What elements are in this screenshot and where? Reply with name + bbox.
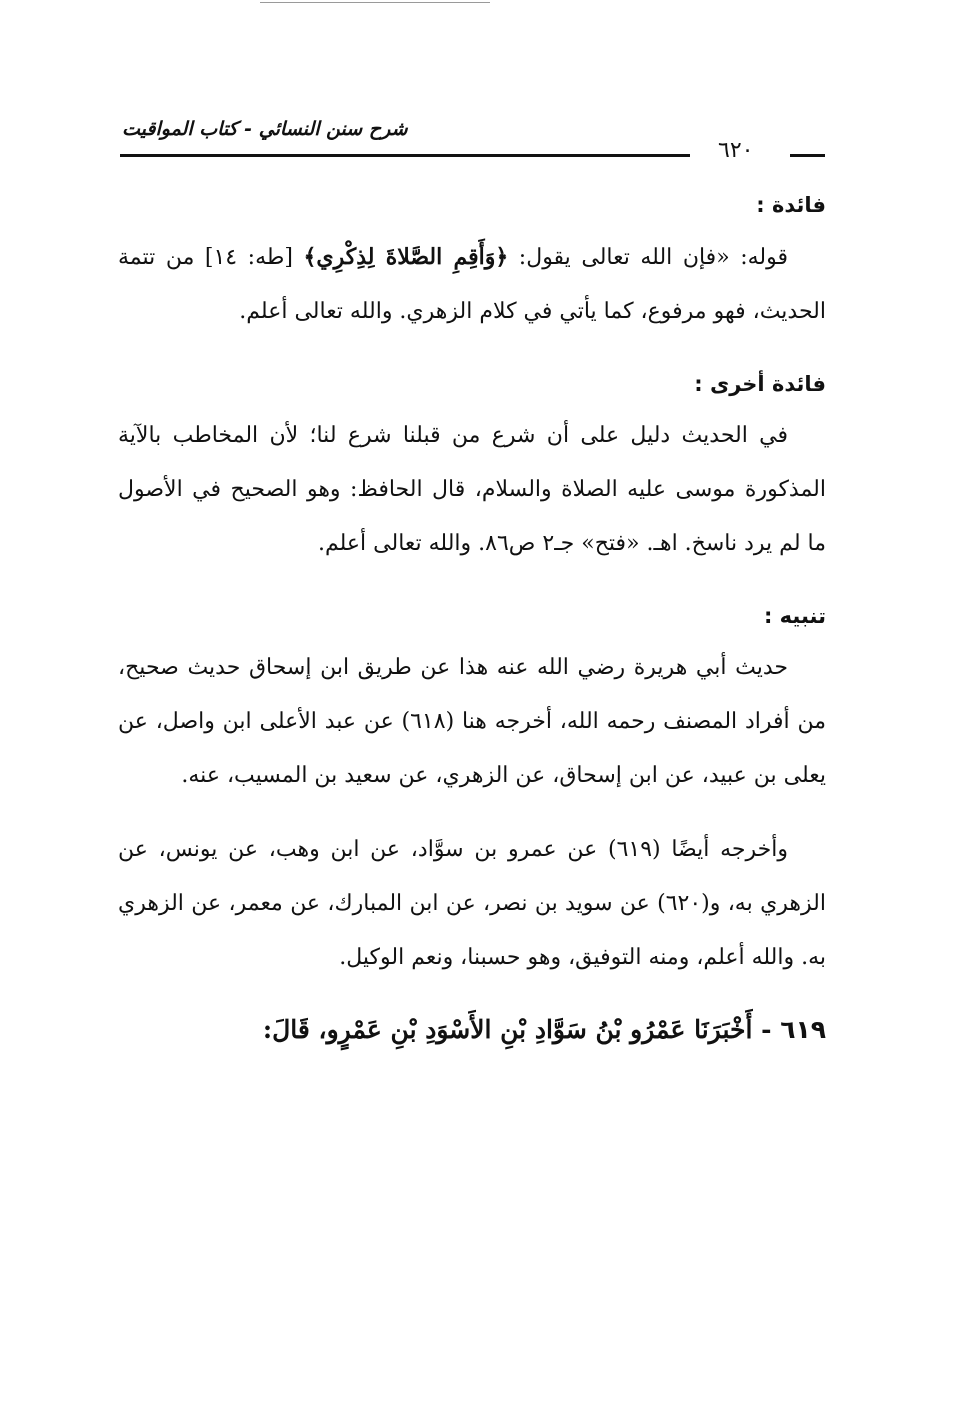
page-number: ٦٢٠: [718, 138, 754, 163]
page-header: [120, 118, 825, 163]
quran-verse: ﴿وَأَقِمِ الصَّلاةَ لِذِكْرِي﴾: [303, 244, 509, 270]
paragraph-faida-post: [طه: ١٤] من تتمة الحديث، فهو مرفوع، كما يأتي في كلام الزهري. والله تعالى أعلم.: [118, 245, 826, 324]
section-heading-faida-ukhra: فائدة أخرى :: [694, 372, 826, 396]
paragraph-faida: [118, 230, 826, 339]
hadith-number: ٦١٩: [780, 1015, 826, 1044]
running-title: شرح سنن النسائي - كتاب المواقيت: [122, 118, 408, 140]
page-number-dash: [790, 154, 825, 157]
section-heading-faida: فائدة :: [756, 193, 826, 217]
paragraph-faida-pre: قوله: «فإن الله تعالى يقول:: [508, 245, 788, 270]
paragraph-faida-ukhra: في الحديث دليل على أن شرع من قبلنا شرع لنا؛ لأن المخاطب بالآية المذكورة موسى عليه الصلاة والسلام، قال الحافظ: وهو الصحيح في الأصول ما لم يرد ناسخ. اهـ. «فتح» جـ٢ ص٨٦. والله تعالى أعلم.: [118, 423, 827, 556]
hadith-line: [118, 1003, 826, 1057]
section-heading-tanbih: تنبيه :: [763, 604, 826, 628]
hadith-text: أَخْبَرَنَا عَمْرُو بْنُ سَوَّادِ بْنِ الأَسْوَدِ بْنِ عَمْرٍو، قَالَ:: [262, 1015, 753, 1044]
top-scan-line: [260, 2, 490, 3]
paragraph-tanbih-1: حديث أبي هريرة رضي الله عنه هذا عن طريق ابن إسحاق حديث صحيح، من أفراد المصنف رحمه الله، أخرجه هنا (٦١٨) عن عبد الأعلى ابن واصل، عن يعلى بن عبيد، عن ابن إسحاق، عن الزهري، عن سعيد بن المسيب، عنه.: [118, 655, 827, 788]
page-body: [118, 180, 826, 1057]
hadith-separator: -: [752, 1015, 781, 1044]
header-rule: [120, 154, 690, 157]
paragraph-tanbih-2: وأخرجه أيضًا (٦١٩) عن عمرو بن سوَّاد، عن ابن وهب، عن يونس، عن الزهري به، و(٦٢٠) عن سويد بن نصر، عن ابن المبارك، عن معمر، عن الزهري به. والله أعلم، ومنه التوفيق، وهو حسبنا، ونعم الوكيل.: [118, 837, 826, 970]
